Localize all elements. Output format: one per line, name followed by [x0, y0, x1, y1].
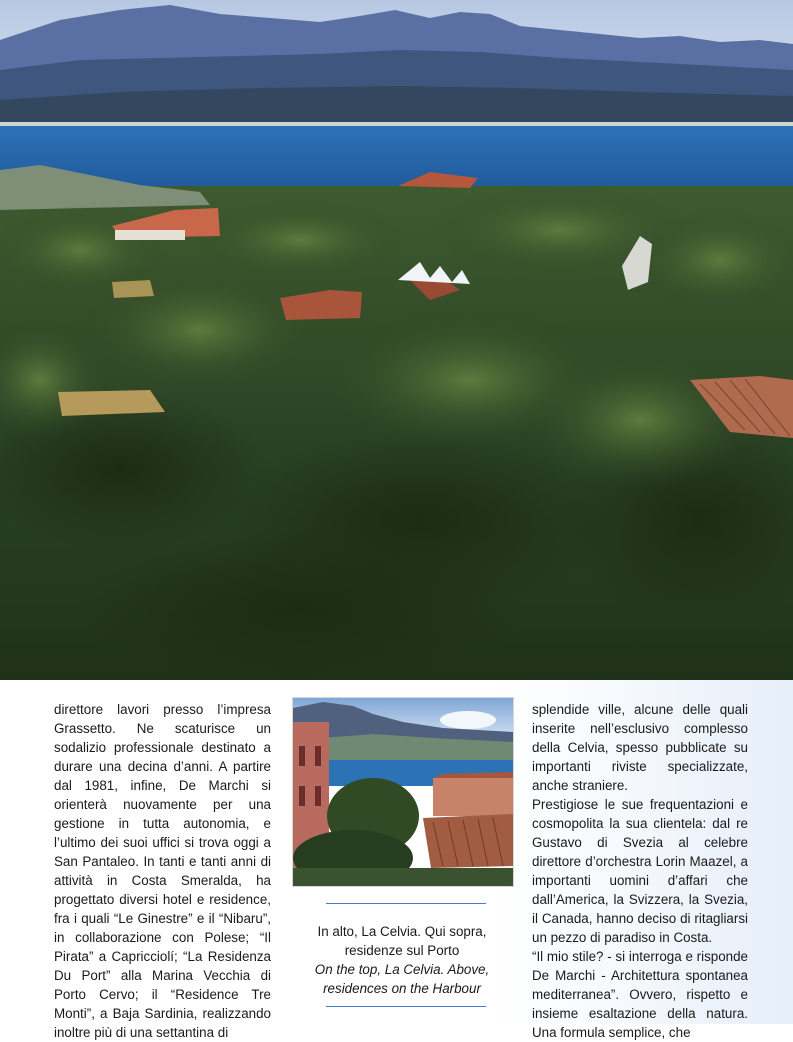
caption-en-line-2: residences on the Harbour [323, 981, 481, 996]
caption-it-line-1: In alto, La Celvia. Qui sopra, [317, 924, 487, 939]
article-left-column [54, 700, 271, 1042]
caption-it-line-2: residenze sul Porto [344, 943, 460, 958]
article-paragraph: “Il mio stile? - si interroga e risponde De Marchi - Architettura spontanea mediterranea”. Ovvero, rispetto e insieme esaltazione della natura. Una formula semplice, che [532, 949, 748, 1040]
caption-en-line-1: On the top, La Celvia. Above, [314, 962, 490, 977]
article-right-column [532, 700, 748, 1042]
photo-caption [292, 922, 512, 998]
article-paragraph: splendide ville, alcune delle quali inserite nell’esclusivo complesso della Celvia, spesso pubblicate su importanti riviste specializzate, anche straniere. [532, 702, 748, 793]
caption-rule-top [326, 903, 486, 904]
article-paragraph: Prestigiose le sue frequentazioni e cosmopolita la sua clientela: dal re Gustavo di Svezia al celebre direttore d’orchestra Lorin Maazel, a importanti uomini d’affari che dall’America, la Svizzera, la Svezia, il Canada, hanno deciso di ritagliarsi un pezzo di paradiso in Costa. [532, 797, 748, 945]
caption-rule-bottom [326, 1006, 486, 1007]
inset-photo [292, 697, 514, 887]
article-paragraph: direttore lavori presso l’impresa Grassetto. Ne scaturisce un sodalizio professionale destinato a durare una decina d’anni. A partire dal 1981, infine, De Marchi si orienterà nuovamente per una gestione in tutta autonomia, e l’ultimo dei suoi uffici si trova oggi a San Pantaleo. In tanti e tanti anni di attività in Costa Smeralda, ha progettato diversi hotel e residence, fra i quali “Le Ginestre” e il “Nibaru”, in collaborazione con Polese; “Il Pirata” a Capricciolí; “La Residenza Du Port” alla Marina Vecchia di Porto Cervo; il “Residence Tre Monti”, a Baja Sardinia, realizzando inoltre più di una settantina di [54, 702, 271, 1040]
